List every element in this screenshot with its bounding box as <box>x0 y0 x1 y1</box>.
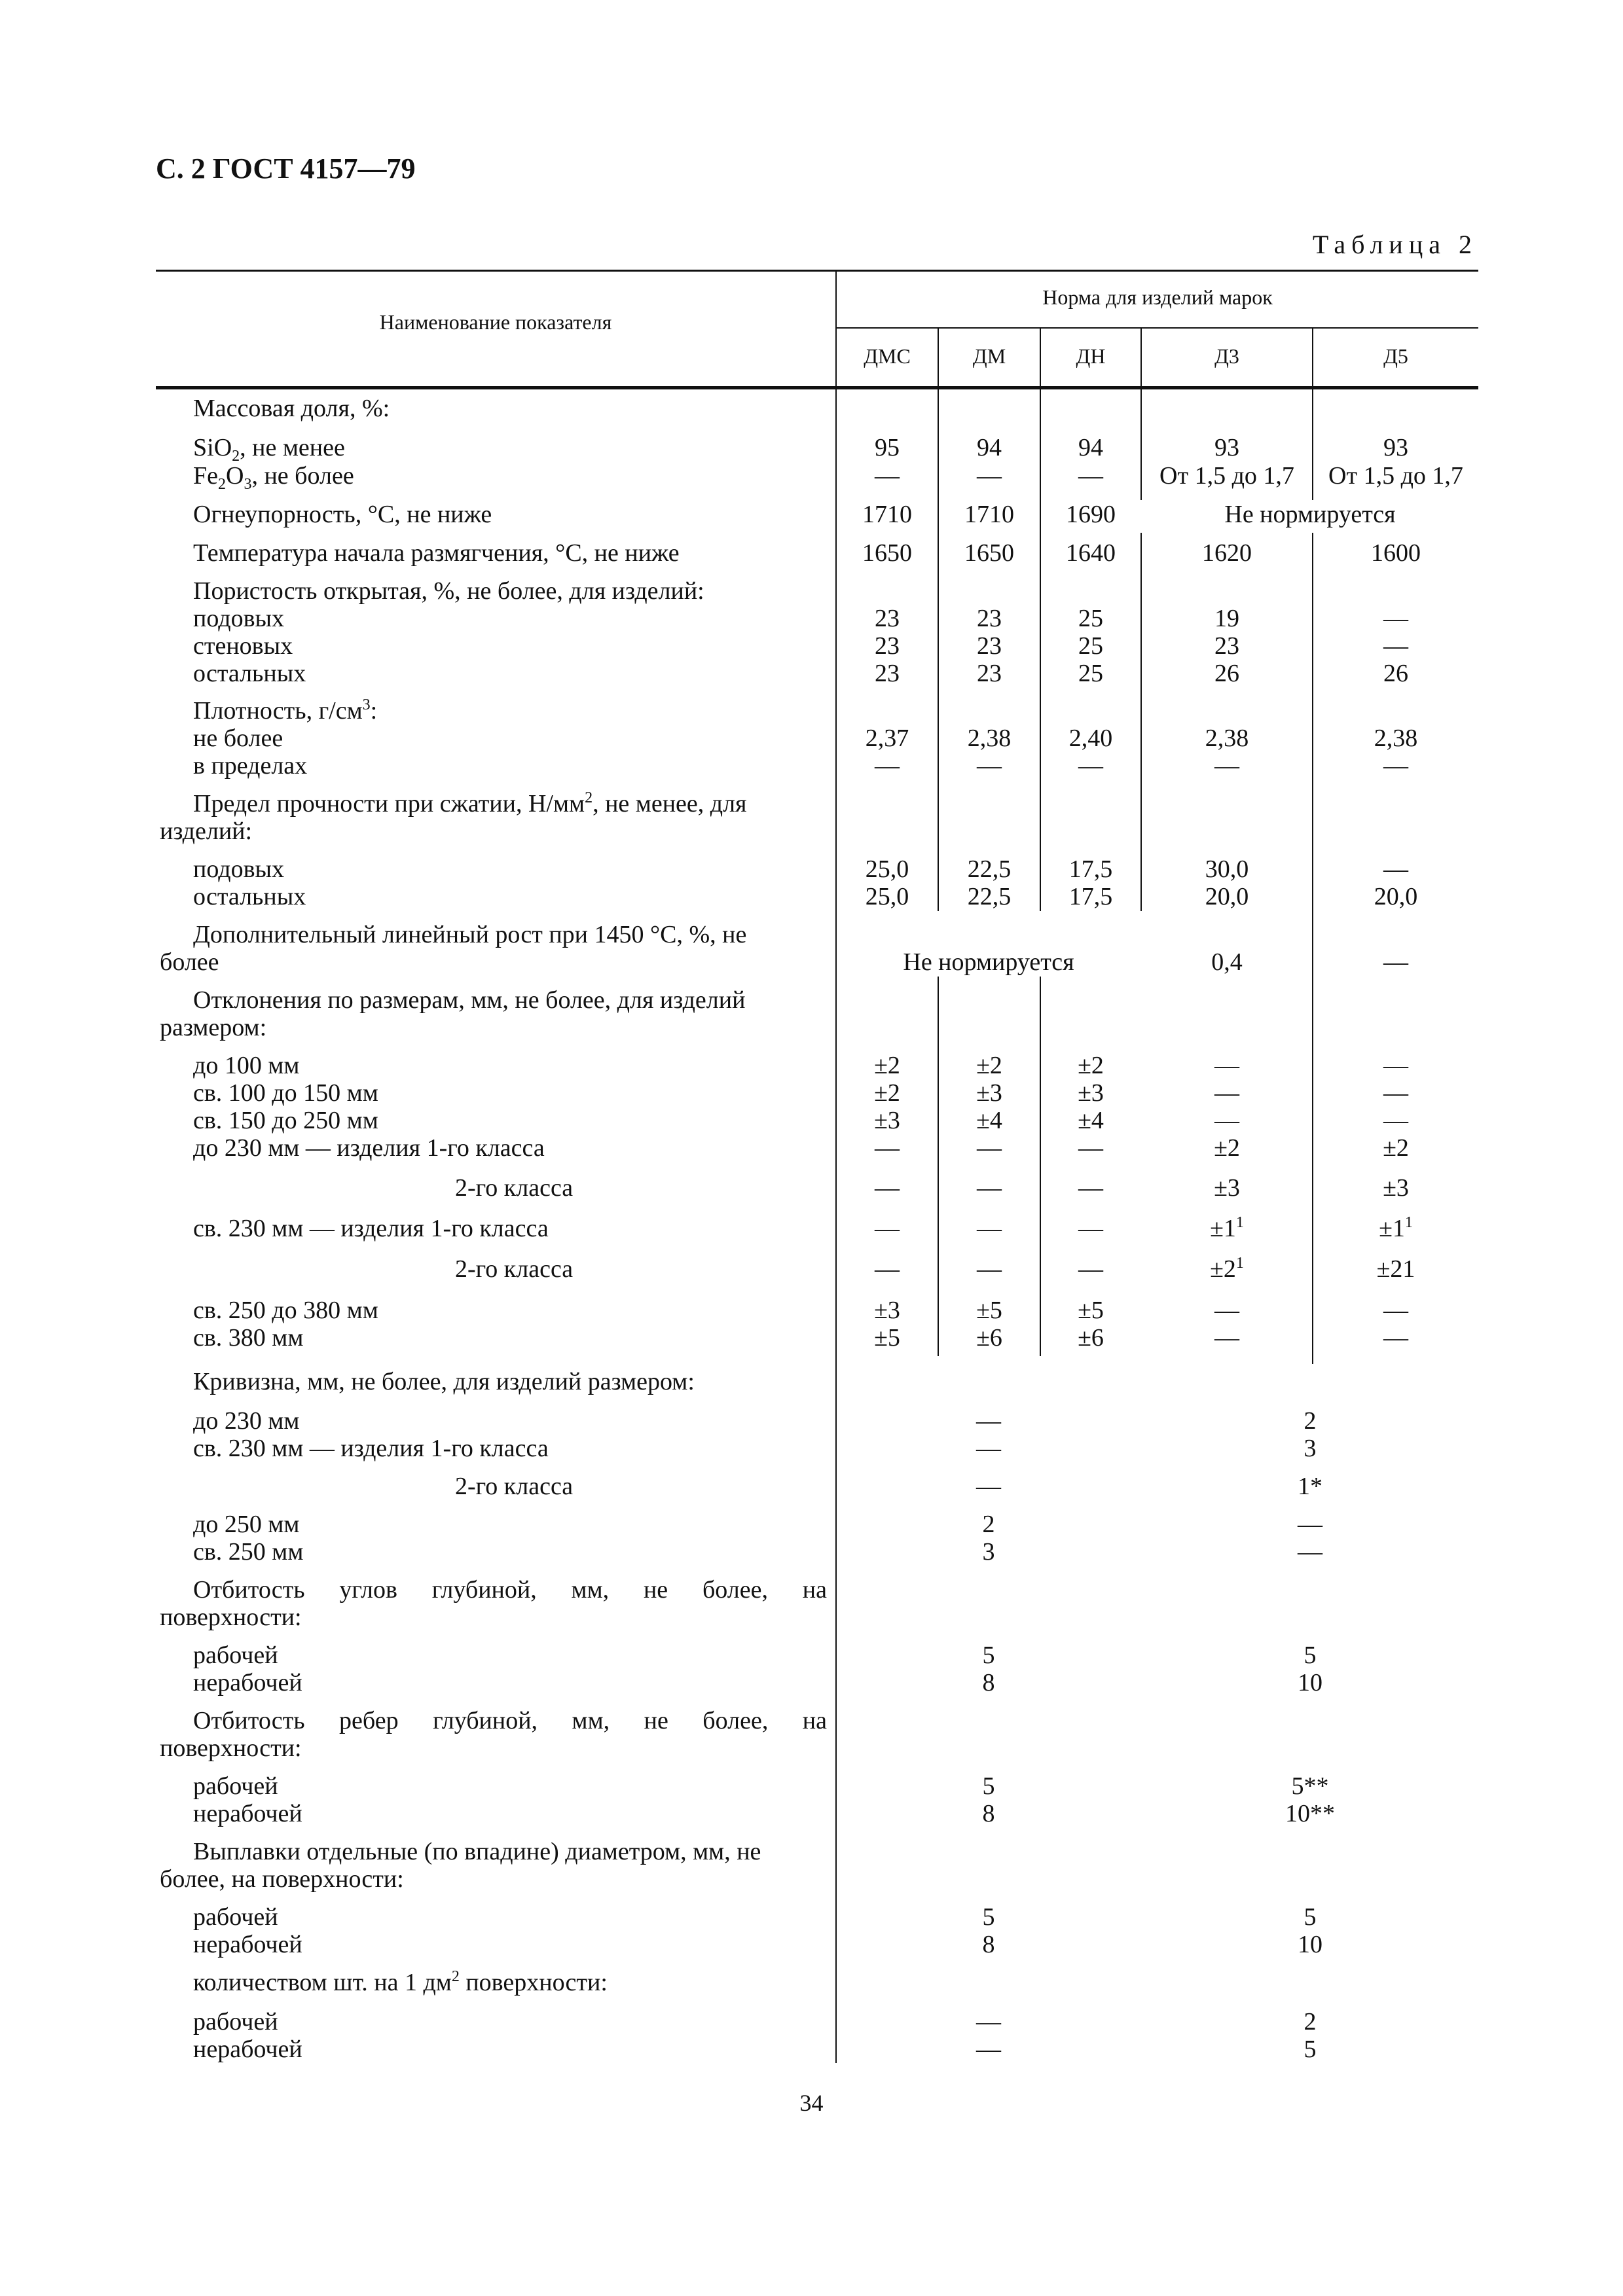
row-label-corners: Отбитость углов глубиной, мм, не более, на <box>193 1576 827 1604</box>
merged-cell: 5 <box>1304 1903 1317 1931</box>
cell: 19 <box>1214 605 1239 632</box>
cell: — <box>1078 1174 1103 1202</box>
cell: ±4 <box>1078 1107 1104 1134</box>
cell: — <box>1383 1079 1408 1107</box>
cell: ±2 <box>874 1052 900 1079</box>
cell: $\pm 1^1$ <box>1210 1214 1244 1242</box>
cell: 2,38 <box>967 725 1012 752</box>
cell: — <box>1383 1052 1408 1079</box>
cell: 23 <box>977 632 1002 660</box>
row-label-porosity: Пористость открытая, %, не более, для изделий: <box>193 577 704 605</box>
cell: 20,0 <box>1374 883 1418 910</box>
merged-cell: 8 <box>982 1931 995 1958</box>
merged-cell: 8 <box>982 1800 995 1827</box>
column-header-dms: ДМС <box>864 344 911 368</box>
row-label: св. 150 до 250 мм <box>193 1107 378 1134</box>
cell: 93 <box>1383 434 1408 461</box>
row-label-corners-cont: поверхности: <box>160 1604 302 1631</box>
row-label: остальных <box>193 660 306 687</box>
row-label: стеновых <box>193 632 293 660</box>
merged-cell: 5 <box>1304 2036 1317 2063</box>
row-label-strength-cont: изделий: <box>160 817 253 845</box>
cell: 22,5 <box>967 883 1012 910</box>
row-label: св. 230 мм — изделия 1-го класса <box>193 1435 549 1462</box>
cell: — <box>1383 1324 1408 1352</box>
merged-cell: 3 <box>982 1538 995 1566</box>
cell: ±3 <box>1383 1174 1409 1202</box>
cell: 2,40 <box>1068 725 1113 752</box>
row-label: не более <box>193 725 283 752</box>
row-label: 2-го класса <box>455 1473 574 1500</box>
cell: 2,38 <box>1205 725 1249 752</box>
merged-cell: — <box>976 2036 1001 2063</box>
cell: — <box>977 1255 1002 1283</box>
cell: 1690 <box>1066 501 1116 528</box>
cell: — <box>1383 948 1408 976</box>
cell: — <box>1214 1052 1239 1079</box>
column-header-d5: Д5 <box>1383 344 1408 368</box>
row-label-sio2: SiO$_2$, не менее <box>193 434 345 465</box>
cell: 1710 <box>964 501 1014 528</box>
merged-cell: — <box>976 1473 1001 1500</box>
row-label: нерабочей <box>193 1669 302 1696</box>
cell: 26 <box>1214 660 1239 687</box>
merged-cell: 5** <box>1291 1772 1329 1800</box>
column-header-d3: Д3 <box>1214 344 1239 368</box>
cell: ±6 <box>976 1324 1002 1352</box>
cell: — <box>1383 1297 1408 1324</box>
cell: 22,5 <box>967 855 1012 883</box>
merged-cell: 5 <box>982 1772 995 1800</box>
row-label-growth-cont: более <box>160 948 219 976</box>
row-label: св. 250 до 380 мм <box>193 1297 378 1324</box>
row-label-deviations-cont: размером: <box>160 1014 267 1041</box>
merged-cell: — <box>976 1407 1001 1435</box>
cell: 25,0 <box>865 855 909 883</box>
row-label-edges: Отбитость ребер глубиной, мм, не более, на <box>193 1707 827 1734</box>
cell: От 1,5 до 1,7 <box>1328 462 1463 490</box>
cell: 95 <box>875 434 900 461</box>
row-label: 2-го класса <box>455 1255 574 1283</box>
merged-cell: 5 <box>982 1641 995 1669</box>
cell: ±2 <box>976 1052 1002 1079</box>
cell: ±5 <box>976 1297 1002 1324</box>
merged-cell: 8 <box>982 1669 995 1696</box>
cell: — <box>1383 605 1408 632</box>
cell: $\pm 2^1$ <box>1210 1255 1244 1283</box>
row-label: рабочей <box>193 2008 278 2036</box>
column-header-dn: ДН <box>1076 344 1106 368</box>
cell: ±5 <box>1078 1297 1104 1324</box>
cell: ±2 <box>1214 1134 1240 1162</box>
row-label: св. 100 до 150 мм <box>193 1079 378 1107</box>
cell: — <box>977 1215 1002 1242</box>
cell: — <box>977 1174 1002 1202</box>
row-label-strength: Предел прочности при сжатии, $Н/мм^2$, не менее, для <box>193 789 747 817</box>
cell: — <box>1078 752 1103 780</box>
row-label: подовых <box>193 605 285 632</box>
cell: — <box>1383 632 1408 660</box>
cell: 23 <box>977 605 1002 632</box>
cell: ±2 <box>1383 1134 1409 1162</box>
cell: ±6 <box>1078 1324 1104 1352</box>
column-header-norm: Норма для изделий марок <box>1042 285 1273 309</box>
cell: 23 <box>875 660 900 687</box>
cell: 1650 <box>862 539 912 567</box>
merged-cell: 10 <box>1298 1669 1322 1696</box>
cell: — <box>977 752 1002 780</box>
cell: — <box>1383 752 1408 780</box>
cell: — <box>875 1134 900 1162</box>
cell: ±3 <box>976 1079 1002 1107</box>
row-label-refractoriness: Огнеупорность, °С, не ниже <box>193 501 492 528</box>
cell: 94 <box>1078 434 1103 461</box>
cell: 1650 <box>964 539 1014 567</box>
merged-cell: 5 <box>982 1903 995 1931</box>
row-label: св. 380 мм <box>193 1324 304 1352</box>
row-label-mass: Массовая доля, %: <box>193 395 390 422</box>
merged-cell: — <box>1298 1538 1322 1566</box>
row-label-melts-cont: более, на поверхности: <box>160 1865 404 1893</box>
cell: 0,4 <box>1211 948 1243 976</box>
header-sub-rule <box>837 327 1478 329</box>
cell: ±2 <box>874 1079 900 1107</box>
merged-cell: Не нормируется <box>903 948 1074 976</box>
cell: — <box>1078 1215 1103 1242</box>
cell: 25,0 <box>865 883 909 910</box>
merged-cell: 10** <box>1285 1800 1335 1827</box>
row-label: нерабочей <box>193 1931 302 1958</box>
page-number: 34 <box>799 2090 824 2116</box>
cell: ±5 <box>874 1324 900 1352</box>
cell: 23 <box>977 660 1002 687</box>
row-label-deviations: Отклонения по размерам, мм, не более, для изделий <box>193 986 746 1014</box>
cell: — <box>1383 1107 1408 1134</box>
cell: — <box>977 1134 1002 1162</box>
row-label: рабочей <box>193 1641 278 1669</box>
row-label: св. 230 мм — изделия 1-го класса <box>193 1215 549 1242</box>
row-label-quantity: количеством шт. на 1 $дм^2$ поверхности: <box>193 1968 608 1996</box>
merged-cell: 10 <box>1298 1931 1322 1958</box>
cell: — <box>1383 855 1408 883</box>
column-header-dm: ДМ <box>972 344 1006 368</box>
cell: ±4 <box>976 1107 1002 1134</box>
cell: — <box>875 1255 900 1283</box>
cell: — <box>1078 462 1103 490</box>
merged-cell: 1* <box>1298 1473 1322 1500</box>
merged-cell: 2 <box>982 1511 995 1538</box>
cell: ±21 <box>1376 1255 1415 1283</box>
row-label: до 100 мм <box>193 1052 300 1079</box>
row-label: до 230 мм <box>193 1407 300 1435</box>
col-divider <box>1140 533 1142 911</box>
row-label: до 250 мм <box>193 1511 300 1538</box>
row-label: до 230 мм — изделия 1-го класса <box>193 1134 545 1162</box>
cell: 30,0 <box>1205 855 1249 883</box>
cell: 25 <box>1078 660 1103 687</box>
cell: 25 <box>1078 632 1103 660</box>
row-label: рабочей <box>193 1772 278 1800</box>
cell: — <box>977 462 1002 490</box>
row-label: нерабочей <box>193 1800 302 1827</box>
cell: 20,0 <box>1205 883 1249 910</box>
cell: 23 <box>875 632 900 660</box>
row-label-fe2o3: $Fe_2O_3$, не более <box>193 462 354 493</box>
merged-cell: — <box>976 1435 1001 1462</box>
cell: — <box>875 1174 900 1202</box>
cell: $\pm 1^1$ <box>1379 1214 1413 1242</box>
row-label: в пределах <box>193 752 308 780</box>
cell: От 1,5 до 1,7 <box>1159 462 1294 490</box>
cell: 23 <box>875 605 900 632</box>
table-top-rule <box>156 270 1478 272</box>
row-label-growth: Дополнительный линейный рост при 1450 °С, %, не <box>193 921 747 948</box>
cell: ±3 <box>874 1107 900 1134</box>
merged-cell: 5 <box>1304 1641 1317 1669</box>
cell: — <box>875 462 900 490</box>
row-label: св. 250 мм <box>193 1538 304 1566</box>
cell: — <box>1214 1079 1239 1107</box>
cell: ±3 <box>1078 1079 1104 1107</box>
cell: — <box>1214 1297 1239 1324</box>
row-label-melts: Выплавки отдельные (по впадине) диаметром, мм, не <box>193 1838 761 1865</box>
cell: — <box>1214 1324 1239 1352</box>
cell: 2,37 <box>865 725 909 752</box>
cell: 94 <box>977 434 1002 461</box>
row-label-curvature: Кривизна, мм, не более, для изделий размером: <box>193 1368 695 1395</box>
cell: — <box>875 752 900 780</box>
page-header: С. 2 ГОСТ 4157—79 <box>156 152 416 185</box>
cell: 23 <box>1214 632 1239 660</box>
cell: — <box>1214 752 1239 780</box>
merged-cell: — <box>976 2008 1001 2036</box>
row-label: нерабочей <box>193 2036 302 2063</box>
row-label-edges-cont: поверхности: <box>160 1734 302 1762</box>
row-label: подовых <box>193 855 285 883</box>
row-label-softening: Температура начала размягчения, °С, не ниже <box>193 539 680 567</box>
row-label: рабочей <box>193 1903 278 1931</box>
cell: 2,38 <box>1374 725 1418 752</box>
column-header-name: Наименование показателя <box>379 310 612 334</box>
row-label: остальных <box>193 883 306 910</box>
row-label: 2-го класса <box>455 1174 574 1202</box>
cell: 1620 <box>1202 539 1252 567</box>
merged-cell: 2 <box>1304 2008 1317 2036</box>
cell: 1640 <box>1066 539 1116 567</box>
cell: 17,5 <box>1068 855 1113 883</box>
cell: — <box>875 1215 900 1242</box>
cell: 25 <box>1078 605 1103 632</box>
cell: 1600 <box>1371 539 1421 567</box>
cell: 17,5 <box>1068 883 1113 910</box>
cell: — <box>1078 1255 1103 1283</box>
merged-cell: 2 <box>1304 1407 1317 1435</box>
merged-cell: Не нормируется <box>1224 501 1396 528</box>
cell: — <box>1078 1134 1103 1162</box>
cell: — <box>1214 1107 1239 1134</box>
merged-cell: — <box>1298 1511 1322 1538</box>
table-label: Таблица 2 <box>1312 230 1478 259</box>
merged-cell: 3 <box>1304 1435 1317 1462</box>
cell: 1710 <box>862 501 912 528</box>
cell: ±3 <box>1214 1174 1240 1202</box>
cell: ±3 <box>874 1297 900 1324</box>
cell: 26 <box>1383 660 1408 687</box>
header-bottom-rule <box>156 386 1478 389</box>
row-label-density: Плотность, $г/см^3$: <box>193 696 378 725</box>
cell: ±2 <box>1078 1052 1104 1079</box>
cell: 93 <box>1214 434 1239 461</box>
